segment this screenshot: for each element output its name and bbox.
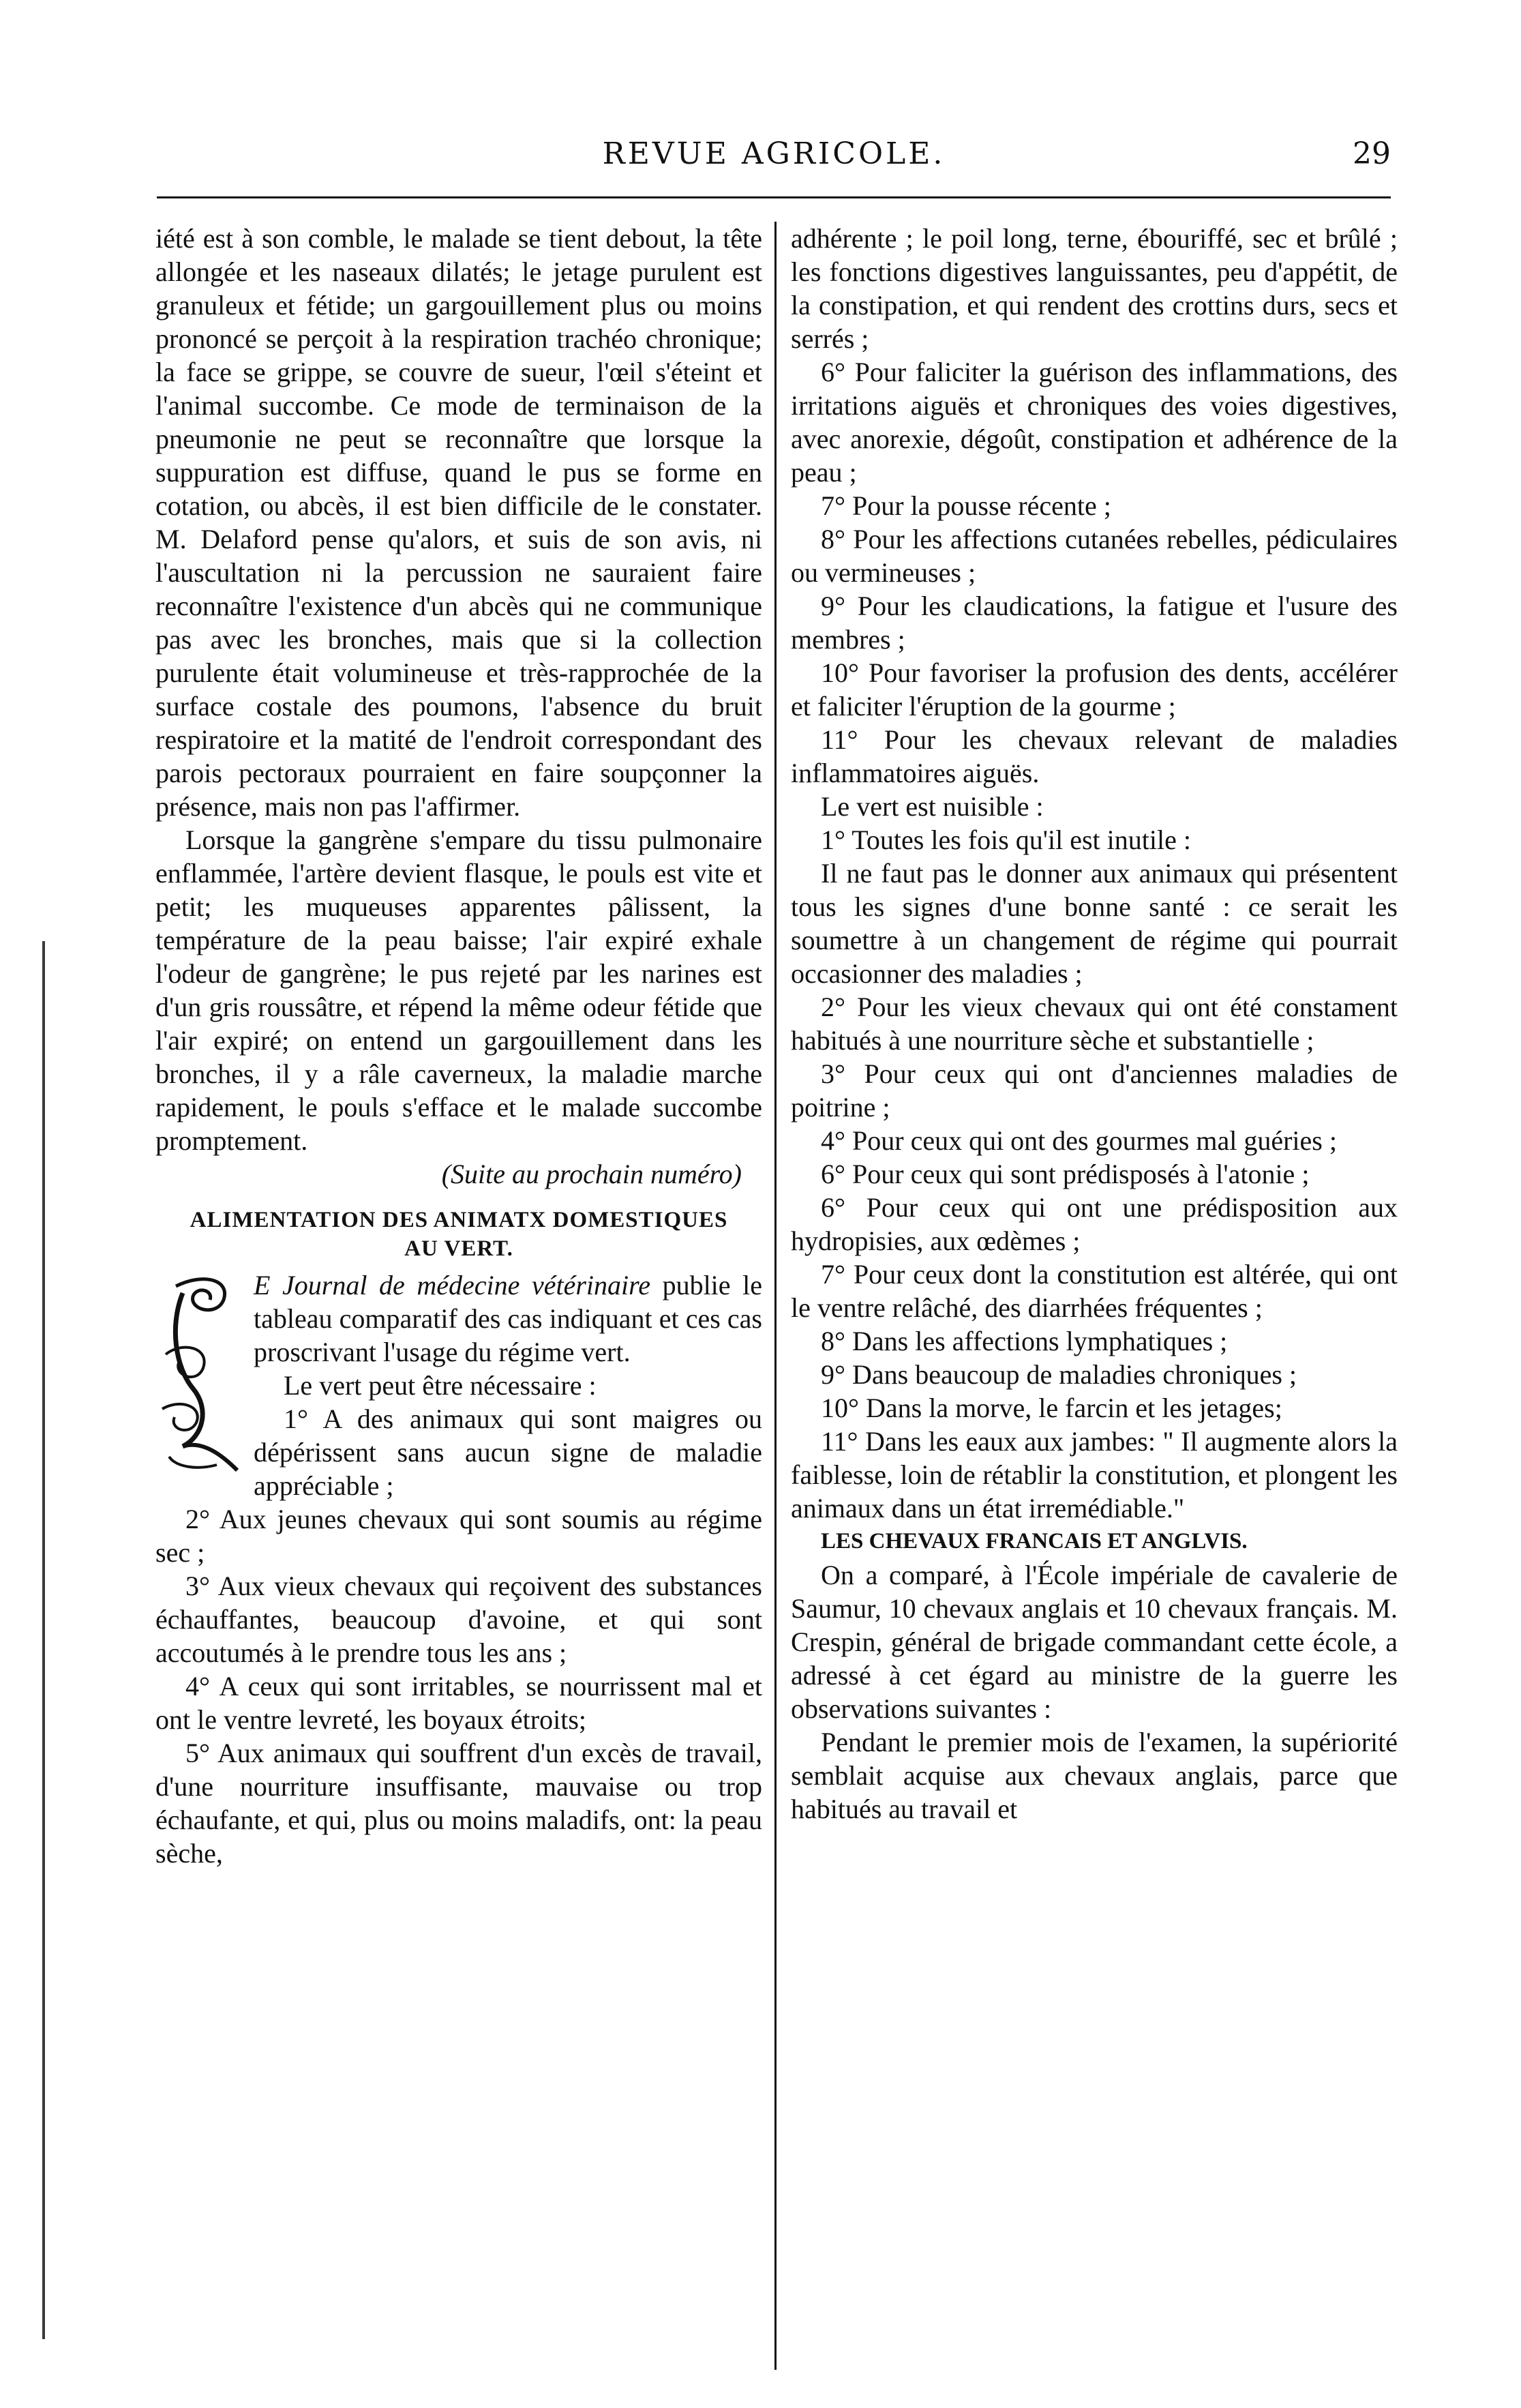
right-column bbox=[791, 222, 1398, 1826]
paragraph-intro bbox=[155, 1268, 762, 1369]
margin-ornament bbox=[42, 941, 45, 2339]
section-heading-chevaux: LES CHEVAUX FRANCAIS ET ANGLVIS. bbox=[821, 1529, 1248, 1554]
list-item-harmful-3: 3° Pour ceux qui ont d'anciennes maladies de poitrine ; bbox=[791, 1058, 1398, 1123]
list-item-necessary-3: 3° Aux vieux chevaux qui reçoivent des substances échauffantes, beaucoup d'avoine, et qui sont accoutumés à le prendre tous les ans ; bbox=[155, 1571, 762, 1668]
list-item-harmful-11: 11° Dans les eaux aux jambes: " Il augmente alors la faiblesse, loin de rétablir la constitution, et plongent les animaux dans un état irremédiable." bbox=[791, 1426, 1398, 1523]
list-item-harmful-2: 2° Pour les vieux chevaux qui ont été constament habitués à une nourriture sèche et substantielle ; bbox=[791, 992, 1398, 1056]
paragraph-continuation: adhérente ; le poil long, terne, ébouriffé, sec et brûlé ; les fonctions digestives languissantes, peu d'appétit, de la constipation, et qui rendent des crottins durs, secs et serrés ; bbox=[791, 223, 1398, 354]
paragraph-comparison: On a comparé, à l'École impériale de cavalerie de Saumur, 10 chevaux anglais et 10 chevaux français. M. Crespin, général de brigade commandant cette école, a adressé à cet égard au ministre de la guerre les observations suivantes : bbox=[791, 1560, 1398, 1724]
list-item-harmful-8: 8° Dans les affections lymphatiques ; bbox=[821, 1326, 1228, 1356]
list-item-necessary-8: 8° Pour les affections cutanées rebelles, pédiculaires ou vermineuses ; bbox=[791, 524, 1398, 588]
list-item-harmful-1-detail: Il ne faut pas le donner aux animaux qui présentent tous les signes d'une bonne santé : ce serait les soumettre à un changement de régime qui pourrait occasionner des maladies ; bbox=[791, 858, 1398, 989]
list-item-harmful-6: 6° Pour ceux qui ont une prédisposition aux hydropisies, aux œdèmes ; bbox=[791, 1192, 1398, 1256]
list-item-necessary-7: 7° Pour la pousse récente ; bbox=[821, 490, 1111, 521]
list-item-harmful-4: 4° Pour ceux qui ont des gourmes mal guéries ; bbox=[821, 1125, 1337, 1156]
continued-note: (Suite au prochain numéro) bbox=[441, 1159, 742, 1189]
column-divider bbox=[774, 222, 777, 2370]
list-item-necessary-4: 4° A ceux qui sont irritables, se nourrissent mal et ont le ventre levreté, les boyaux étroits; bbox=[155, 1671, 762, 1735]
paragraph-gangrene: Lorsque la gangrène s'empare du tissu pulmonaire enflammée, l'artère devient flasque, le pouls est vite et petit; les muqueuses apparentes pâlissent, la température de la peau baisse; l'air expiré exhale l'odeur de gangrène; le pus rejeté par les narines est d'un gris roussâtre, et répend la même odeur fétide que l'air expiré; on entend un gargouillement dans les bronches, il y a râle caverneux, la maladie marche rapidement, le pouls s'efface et le malade succombe promptement. bbox=[155, 824, 762, 1156]
journal-title: E Journal de médecine vétérinaire bbox=[254, 1270, 650, 1300]
header-rule bbox=[157, 196, 1391, 198]
ornamental-dropcap-L-icon bbox=[155, 1273, 244, 1477]
running-title: REVUE AGRICOLE. bbox=[602, 136, 946, 171]
list-item-harmful-10: 10° Dans la morve, le farcin et les jetages; bbox=[821, 1393, 1282, 1423]
list-item-harmful-5: 6° Pour ceux qui sont prédisposés à l'atonie ; bbox=[821, 1159, 1310, 1189]
list-item-harmful-9: 9° Dans beaucoup de maladies chroniques ; bbox=[821, 1359, 1297, 1390]
section-heading-alimentation: ALIMENTATION DES ANIMATX DOMESTIQUES AU VERT. bbox=[190, 1208, 728, 1261]
harmful-intro: Le vert est nuisible : bbox=[821, 791, 1044, 822]
page-number: 29 bbox=[1353, 136, 1391, 171]
left-column bbox=[155, 222, 762, 1870]
necessary-intro: Le vert peut être nécessaire : bbox=[284, 1370, 597, 1401]
page-header bbox=[157, 136, 1391, 184]
list-item-harmful-7: 7° Pour ceux dont la constitution est altérée, qui ont le ventre relâché, des diarrhées fréquentes ; bbox=[791, 1259, 1398, 1323]
list-item-necessary-5: 5° Aux animaux qui souffrent d'un excès de travail, d'une nourriture insuffisante, mauvaise ou trop échaufante, et qui, plus ou moins maladifs, ont: la peau sèche, bbox=[155, 1738, 762, 1869]
paragraph-first-month: Pendant le premier mois de l'examen, la supériorité semblait acquise aux chevaux anglais, parce que habitués au travail et bbox=[791, 1727, 1398, 1824]
list-item-necessary-9: 9° Pour les claudications, la fatigue et l'usure des membres ; bbox=[791, 591, 1398, 655]
list-item-necessary-1: 1° A des animaux qui sont maigres ou dépérissent sans aucun signe de maladie appréciable ; bbox=[254, 1403, 762, 1501]
list-item-necessary-11: 11° Pour les chevaux relevant de maladies inflammatoires aiguës. bbox=[791, 724, 1398, 788]
list-item-necessary-2: 2° Aux jeunes chevaux qui sont soumis au régime sec ; bbox=[155, 1504, 762, 1568]
list-item-harmful-1: 1° Toutes les fois qu'il est inutile : bbox=[821, 824, 1191, 855]
intro-text: publie le tableau comparatif des cas indiquant et ces cas proscrivant l'usage du régime vert. bbox=[254, 1270, 762, 1367]
paragraph-pneumonia-end: iété est à son comble, le malade se tient debout, la tête allongée et les naseaux dilatés; le jetage purulent est granuleux et fétide; un gargouillement plus ou moins prononcé se perçoit à la respiration trachéo chronique; la face se grippe, se couvre de sueur, l'œil s'éteint et l'animal succombe. Ce mode de terminaison de la pneumonie ne peut se reconnaître que lorsque la suppuration est diffuse, quand le pus se forme en cotation, ou abcès, il est bien difficile de le constater. M. Delaford pense qu'alors, et suis de son avis, ni l'auscultation ni la percussion ne sauraient faire reconnaître l'existence d'un abcès qui ne communique pas avec les bronches, mais que si la collection purulente était volumineuse et très-rapprochée de la surface costale des poumons, l'absence du bruit respiratoire et la matité de l'endroit correspondant des parois pectoraux pourraient en faire soupçonner la présence, mais non pas l'affirmer. bbox=[155, 223, 762, 822]
list-item-necessary-6: 6° Pour faliciter la guérison des inflammations, des irritations aiguës et chroniques des voies digestives, avec anorexie, dégoût, constipation et adhérence de la peau ; bbox=[791, 357, 1398, 488]
list-item-necessary-10: 10° Pour favoriser la profusion des dents, accélérer et faliciter l'éruption de la gourme ; bbox=[791, 657, 1398, 722]
